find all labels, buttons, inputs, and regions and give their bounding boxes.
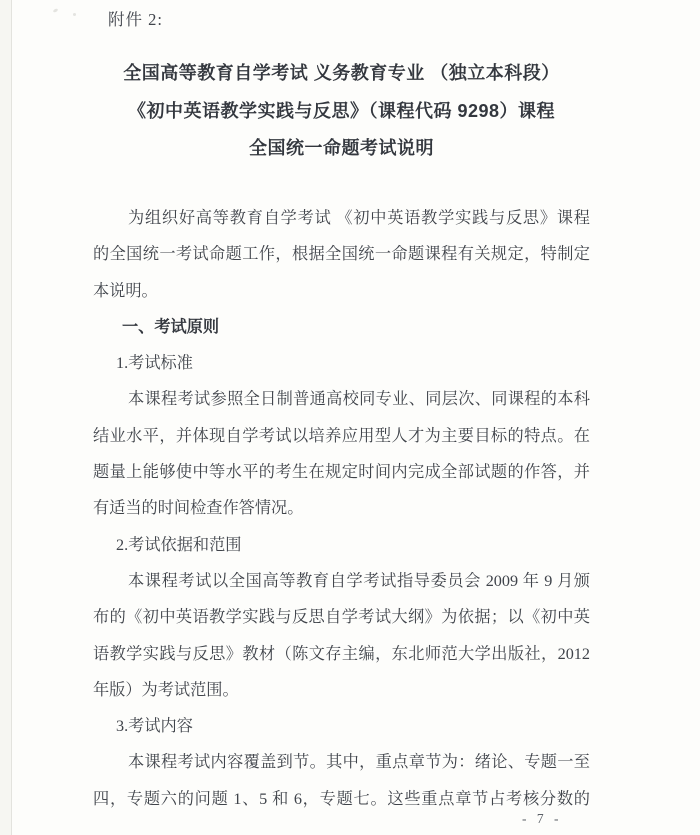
sub-heading: 1.考试标准 bbox=[116, 354, 193, 373]
sub-heading: 2.考试依据和范围 bbox=[116, 535, 242, 554]
body-line: 为组织好高等教育自学考试 《初中英语教学实践与反思》课程 bbox=[128, 209, 590, 227]
title-line-3: 全国统一命题考试说明 bbox=[249, 138, 434, 158]
section-heading: 一、考试原则 bbox=[122, 317, 220, 336]
body-line: 本课程考试内容覆盖到节。其中，重点章节为：绪论、专题一至 bbox=[128, 753, 590, 772]
body-line: 的全国统一考试命题工作，根据全国统一命题课程有关规定，特制定 bbox=[93, 245, 590, 264]
title-line-1: 全国高等教育自学考试 义务教育专业 （独立本科段） bbox=[123, 63, 560, 83]
body-line: 布的《初中英语教学实践与反思自学考试大纲》为依据；以《初中英 bbox=[93, 608, 590, 627]
body-line: 题量上能够使中等水平的考生在规定时间内完成全部试题的作答，并 bbox=[93, 463, 590, 482]
body-line: 四，专题六的问题 1、5 和 6，专题七。这些重点章节占考核分数的 bbox=[93, 789, 590, 808]
document-body bbox=[93, 200, 590, 817]
body-line: 本说明。 bbox=[93, 281, 158, 300]
title-line-2: 《初中英语教学实践与反思》（课程代码 9298）课程 bbox=[127, 100, 556, 121]
body-line: 结业水平，并体现自学考试以培养应用型人才为主要目标的特点。在 bbox=[93, 426, 590, 445]
body-line: 年版）为考试范围。 bbox=[93, 680, 239, 699]
scan-speck bbox=[53, 8, 59, 13]
body-line: 语教学实践与反思》教材（陈文存主编，东北师范大学出版社，2012 bbox=[93, 644, 590, 663]
body-line: 有适当的时间检查作答情况。 bbox=[93, 499, 304, 518]
attachment-label: 附件 2: bbox=[108, 10, 163, 29]
scan-speck bbox=[73, 13, 76, 16]
sub-heading: 3.考试内容 bbox=[116, 717, 193, 736]
scan-edge-line bbox=[11, 0, 12, 835]
body-line: 本课程考试以全国高等教育自学考试指导委员会 2009 年 9 月颁 bbox=[128, 571, 590, 590]
page-number: - 7 - bbox=[522, 811, 562, 826]
body-line: 本课程考试参照全日制普通高校同专业、同层次、同课程的本科 bbox=[128, 390, 590, 409]
document-title bbox=[93, 55, 590, 168]
